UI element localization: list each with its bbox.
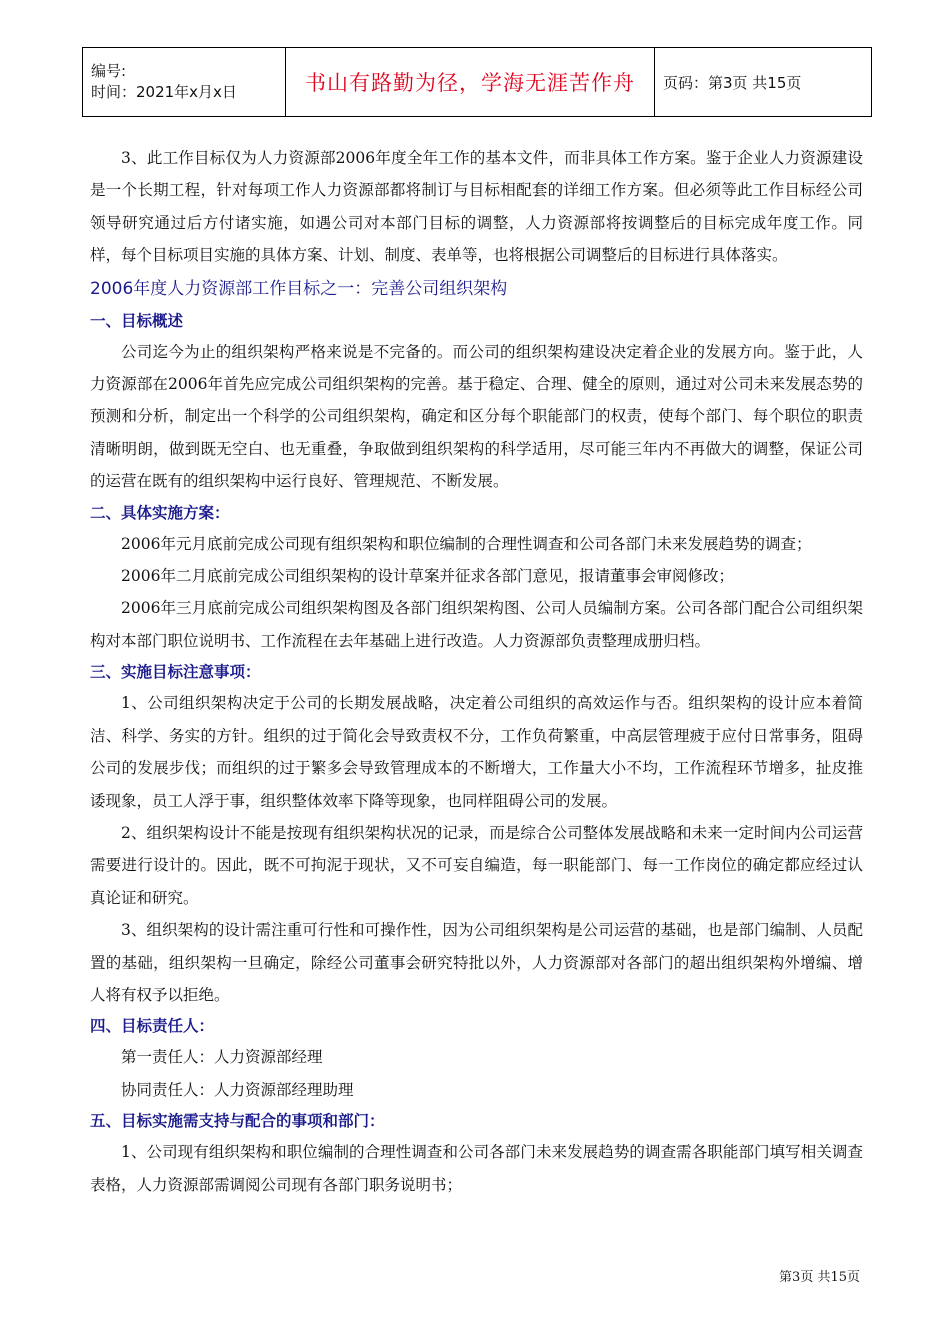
- section-3-item: 2、组织架构设计不能是按现有组织架构状况的记录，而是综合公司整体发展战略和未来一定时间内公司运营需要进行设计的。因此，既不可拘泥于现状，又不可妄自编造，每一职能部门、每一工作岗位的确定都应经过认真论证和研究。: [90, 823, 863, 907]
- section-5-item: 1、公司现有组织架构和职位编制的合理性调查和公司各部门未来发展趋势的调查需各职能部门填写相关调查表格，人力资源部需调阅公司现有各部门职务说明书；: [90, 1143, 863, 1194]
- document-body: [90, 142, 863, 1201]
- header-motto: 书山有路勤为径，学海无涯苦作舟: [286, 48, 655, 117]
- section-3-item: 3、组织架构的设计需注重可行性和可操作性，因为公司组织架构是公司运营的基础，也是部门编制、人员配置的基础，组织架构一旦确定，除经公司董事会研究特批以外，人力资源部对各部门的超出组织架构外增编、增人将有权予以拒绝。: [90, 921, 863, 1004]
- header-meta-cell: [83, 48, 286, 117]
- main-title: 2006年度人力资源部工作目标之一：完善公司组织架构: [90, 278, 508, 299]
- section-4-title: 四、目标责任人：: [90, 1017, 215, 1036]
- section-3-item: 1、公司组织架构决定于公司的长期发展战略，决定着公司组织的高效运作与否。组织架构的设计应本着简洁、科学、务实的方针。组织的过于简化会导致责权不分，工作负荷繁重，中高层管理疲于应付日常事务，阻碍公司的发展步伐；而组织的过于繁多会导致管理成本的不断增大，工作量大小不均，工作流程环节增多，扯皮推诿现象，员工人浮于事，组织整体效率下降等现象，也同样阻碍公司的发展。: [90, 694, 863, 810]
- section-5-title: 五、目标实施需支持与配合的事项和部门：: [90, 1112, 385, 1131]
- section-1-title: 一、目标概述: [90, 311, 184, 330]
- section-4-item: 第一责任人：人力资源部经理: [121, 1048, 323, 1067]
- section-1-paragraph: 公司迄今为止的组织架构严格来说是不完备的。而公司的组织架构建设决定着企业的发展方向。鉴于此，人力资源部在2006年首先应完成公司组织架构的完善。基于稳定、合理、健全的原则，通过对公司未来发展态势的预测和分析，制定出一个科学的公司组织架构，确定和区分每个职能部门的权责，使每个部门、每个职位的职责清晰明朗，做到既无空白、也无重叠，争取做到组织架构的科学适用，尽可能三年内不再做大的调整，保证公司的运营在既有的组织架构中运行良好、管理规范、不断发展。: [90, 342, 863, 491]
- section-2-title: 二、具体实施方案：: [90, 503, 230, 522]
- intro-paragraph: 3、此工作目标仅为人力资源部2006年度全年工作的基本文件，而非具体工作方案。鉴于企业人力资源建设是一个长期工程，针对每项工作人力资源部都将制订与目标相配套的详细工作方案。但必须等此工作目标经公司领导研究通过后方付诸实施，如遇公司对本部门目标的调整，人力资源部将按调整后的目标完成年度工作。同样，每个目标项目实施的具体方案、计划、制度、表单等，也将根据公司调整后的目标进行具体落实。: [90, 149, 863, 265]
- document-time-label: 时间：2021年x月x日: [91, 83, 237, 101]
- page-footer: 第3页 共15页: [779, 1270, 860, 1285]
- section-2-item: 2006年二月底前完成公司组织架构的设计草案并征求各部门意见，报请董事会审阅修改；: [121, 567, 734, 586]
- section-2-item: 2006年三月底前完成公司组织架构图及各部门组织架构图、公司人员编制方案。公司各部门配合公司组织架构对本部门职位说明书、工作流程在去年基础上进行改造。人力资源部负责整理成册归档。: [90, 599, 863, 650]
- document-header: [82, 47, 872, 117]
- document-number-label: 编号:: [91, 62, 127, 80]
- section-4-item: 协同责任人：人力资源部经理助理: [121, 1080, 354, 1099]
- section-2-item: 2006年元月底前完成公司现有组织架构和职位编制的合理性调查和公司各部门未来发展趋势的调查；: [121, 534, 812, 553]
- header-page-label: 页码：第3页 共15页: [655, 48, 872, 117]
- section-3-title: 三、实施目标注意事项：: [90, 663, 261, 682]
